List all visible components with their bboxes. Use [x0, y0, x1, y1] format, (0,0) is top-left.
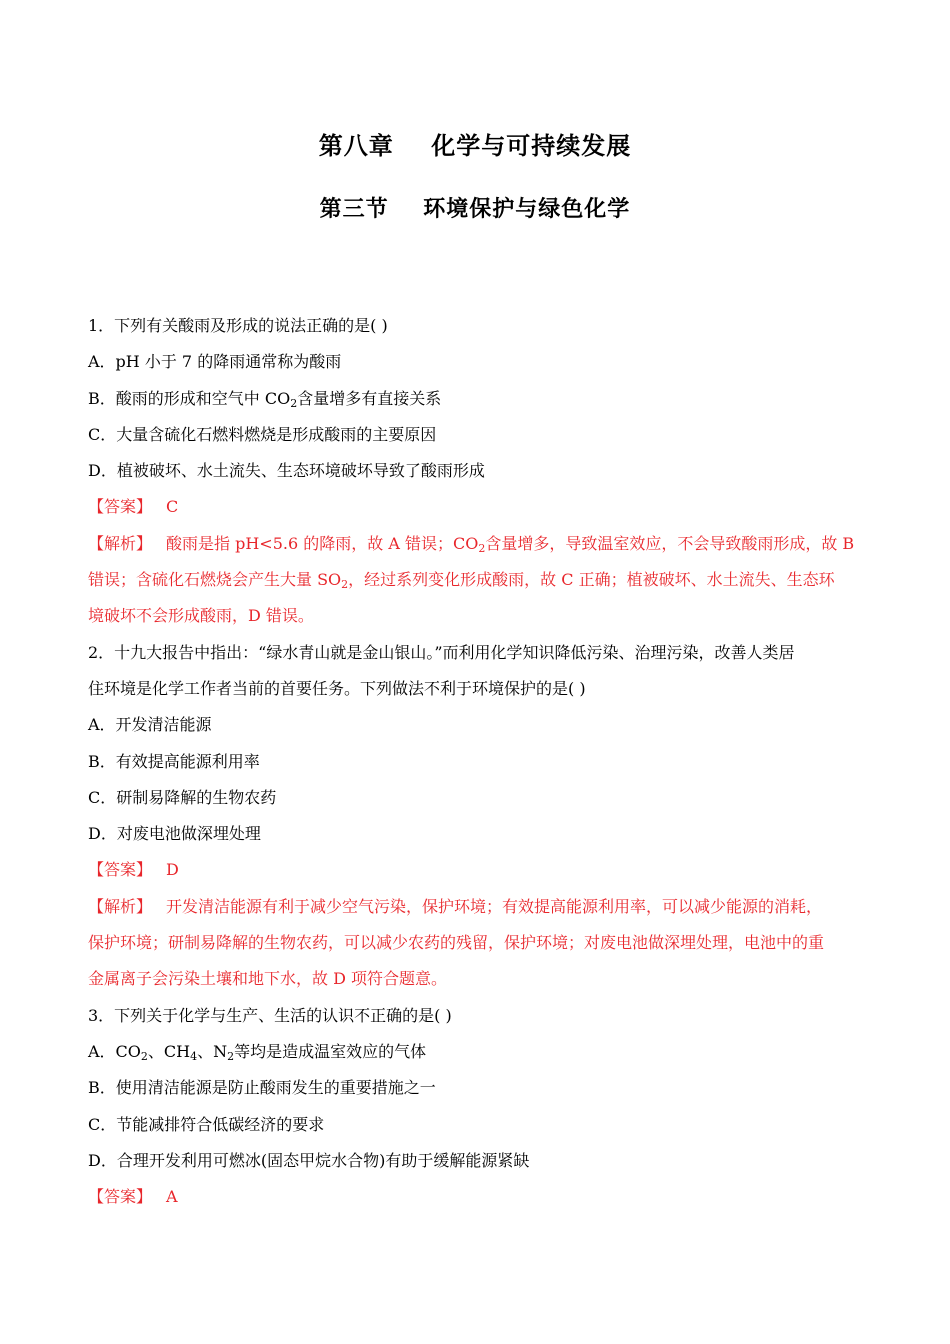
analysis-text: 含量增多，导致温室效应，不会导致酸雨形成，故 B [485, 533, 855, 553]
option-a [88, 1034, 866, 1070]
question-stem: 3．下列关于化学与生产、生活的认识不正确的是( ) [88, 1005, 452, 1025]
analysis-label: 【解析】 [88, 533, 153, 553]
answer-label: 【答案】 [88, 860, 153, 880]
option-c: C．研制易降解的生物农药 [88, 787, 277, 807]
option-a-text: 、N [197, 1041, 228, 1061]
analysis-text: 开发清洁能源有利于减少空气污染，保护环境；有效提高能源利用率，可以减少能源的消耗， [166, 896, 823, 916]
option-a: A．开发清洁能源 [88, 715, 212, 735]
answer-value: A [166, 1187, 178, 1207]
analysis-line-1 [88, 526, 866, 562]
question-3 [88, 998, 866, 1216]
answer-value: D [166, 860, 179, 880]
option-a-text: 等均是造成温室效应的气体 [234, 1041, 427, 1061]
option-d: D．对废电池做深埋处理 [88, 824, 261, 844]
option-b-tail: 含量增多有直接关系 [297, 388, 442, 408]
analysis-text: 错误；含硫化石燃烧会产生大量 SO [88, 570, 342, 590]
section-title: 第三节 环境保护与绿色化学 [319, 197, 631, 222]
question-stem: 2．十九大报告中指出：“绿水青山就是金山银山。”而利用化学知识降低污染、治理污染，改善人类居 [88, 642, 795, 662]
option-b: B．有效提高能源利用率 [88, 751, 260, 771]
answer-row [88, 489, 866, 525]
option-d: D．合理开发利用可燃冰(固态甲烷水合物)有助于缓解能源紧缺 [88, 1150, 530, 1170]
option-b-text: B．酸雨的形成和空气中 CO [88, 388, 291, 408]
answer-label: 【答案】 [88, 1187, 153, 1207]
subscript: 2 [341, 578, 349, 592]
analysis-line-3: 金属离子会污染土壤和地下水，故 D 项符合题意。 [88, 969, 448, 989]
option-c: C．节能减排符合低碳经济的要求 [88, 1114, 325, 1134]
answer-label: 【答案】 [88, 497, 153, 517]
analysis-text: 酸雨是指 pH<5.6 的降雨，故 A 错误；CO [166, 533, 479, 553]
subscript: 2 [290, 396, 298, 410]
question-list [88, 308, 866, 1215]
analysis-line-3: 境破坏不会形成酸雨，D 错误。 [88, 606, 314, 626]
answer-row [88, 1179, 866, 1215]
subscript: 2 [140, 1049, 148, 1063]
option-d: D．植被破坏、水土流失、生态环境破坏导致了酸雨形成 [88, 461, 485, 481]
analysis-line-2: 保护环境；研制易降解的生物农药，可以减少农药的残留，保护环境；对废电池做深埋处理，电池中的重 [88, 933, 825, 953]
subscript: 2 [227, 1049, 235, 1063]
option-a-text: A．CO [88, 1041, 141, 1061]
question-stem: 1．下列有关酸雨及形成的说法正确的是( ) [88, 316, 388, 335]
analysis-line-2 [88, 562, 866, 598]
analysis-text: ，经过系列变化形成酸雨，故 C 正确；植被破坏、水土流失、生态环 [348, 570, 835, 590]
chapter-title: 第八章 化学与可持续发展 [318, 132, 632, 160]
option-b: B．使用清洁能源是防止酸雨发生的重要措施之一 [88, 1078, 436, 1098]
question-stem: 住环境是化学工作者当前的首要任务。下列做法不利于环境保护的是( ) [88, 678, 586, 698]
analysis-label: 【解析】 [88, 896, 153, 916]
subscript: 4 [190, 1049, 198, 1063]
question-1 [88, 308, 866, 635]
question-2 [88, 635, 866, 998]
option-b [88, 381, 866, 417]
answer-row [88, 852, 866, 888]
subscript: 2 [478, 541, 486, 555]
answer-value: C [166, 497, 179, 517]
option-c: C．大量含硫化石燃料燃烧是形成酸雨的主要原因 [88, 424, 437, 444]
option-a-text: 、CH [147, 1041, 191, 1061]
analysis-line-1 [88, 889, 866, 925]
option-a: A．pH 小于 7 的降雨通常称为酸雨 [88, 352, 342, 372]
